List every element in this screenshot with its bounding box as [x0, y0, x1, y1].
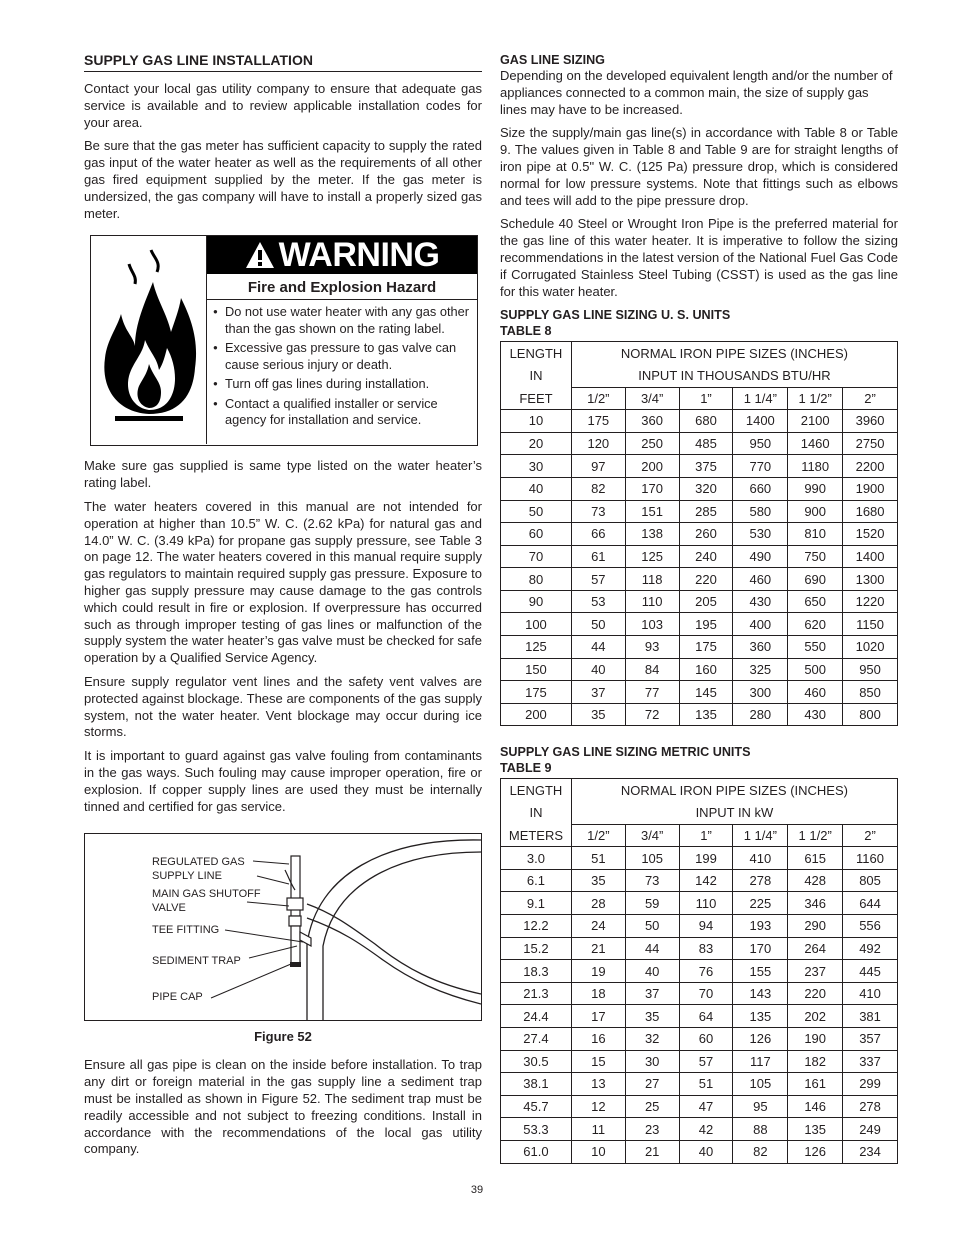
table-header-cell: 1”: [679, 387, 733, 410]
table-cell: 16: [571, 1027, 625, 1050]
table-cell: 249: [843, 1118, 898, 1141]
table-cell: 83: [679, 937, 733, 960]
table-cell: 580: [733, 500, 788, 523]
table-cell: 360: [625, 410, 679, 433]
table-cell: 250: [625, 432, 679, 455]
alert-triangle-icon: [245, 241, 275, 269]
table-cell: 73: [571, 500, 625, 523]
table-cell: 182: [788, 1050, 843, 1073]
table-cell: 40: [625, 960, 679, 983]
table-cell: 190: [788, 1027, 843, 1050]
table-cell: 61: [571, 545, 625, 568]
table-cell: 23: [625, 1118, 679, 1141]
table-cell: 21.3: [501, 982, 572, 1005]
table-row: [501, 915, 898, 938]
table-cell: 492: [843, 937, 898, 960]
table-cell: 240: [679, 545, 733, 568]
table-cell: 40: [571, 658, 625, 681]
table-cell: 97: [571, 455, 625, 478]
table-cell: 360: [733, 636, 788, 659]
table-8-title: SUPPLY GAS LINE SIZING U. S. UNITS: [500, 308, 731, 323]
right-column: [500, 52, 898, 1182]
table-cell: 2200: [843, 455, 898, 478]
table-cell: 25: [625, 1095, 679, 1118]
table-cell: 170: [733, 937, 788, 960]
table-row: [501, 869, 898, 892]
table-cell: 88: [733, 1118, 788, 1141]
table-cell: 30: [501, 455, 572, 478]
warning-title: Fire and Explosion Hazard: [207, 276, 477, 300]
table-cell: 237: [788, 960, 843, 983]
table-header-cell: METERS: [501, 824, 572, 847]
table-cell: 770: [733, 455, 788, 478]
table-cell: 195: [679, 613, 733, 636]
table-cell: 990: [788, 477, 843, 500]
table-row: [501, 937, 898, 960]
table-cell: 35: [571, 703, 625, 726]
table-cell: 1520: [843, 523, 898, 546]
table-cell: 320: [679, 477, 733, 500]
table-cell: 15.2: [501, 937, 572, 960]
warning-item: ● Do not use water heater with any gas other than the gas shown on the rating label.: [213, 304, 471, 337]
table-cell: 161: [788, 1073, 843, 1096]
table-row: [501, 545, 898, 568]
table-cell: 40: [679, 1140, 733, 1163]
label-pipe-cap: PIPE CAP: [152, 991, 203, 1004]
table-header-cell: INPUT IN kW: [571, 802, 897, 825]
table-cell: 850: [843, 681, 898, 704]
table-cell: 24: [571, 915, 625, 938]
table-row: [501, 1118, 898, 1141]
paragraph: Make sure gas supplied is same type listed on the water heater’s rating label.: [84, 458, 482, 491]
table-row: [501, 523, 898, 546]
paragraph: Ensure all gas pipe is clean on the inside before installation. To trap any dirt or foreign material in the gas supply line a sediment trap must be installed as shown in Figure 52. The sediment trap must be readily accessible and not subject to freezing conditions. Install in accordance with the recommendations of the local gas utility company.: [84, 1057, 482, 1157]
table-cell: 410: [733, 847, 788, 870]
table-cell: 44: [625, 937, 679, 960]
table-cell: 1900: [843, 477, 898, 500]
table-cell: 264: [788, 937, 843, 960]
table-cell: 660: [733, 477, 788, 500]
table-cell: 18.3: [501, 960, 572, 983]
warning-list: [213, 304, 471, 432]
paragraph: Ensure supply regulator vent lines and the safety vent valves are protected against blockage. These are components of the gas supply system, not the water heater. Vent blockage may occur during ice storms.: [84, 673, 482, 740]
label-main-gas-shutoff-valve: MAIN GAS SHUTOFF VALVE: [152, 888, 261, 915]
table-header-cell: IN: [501, 802, 572, 825]
table-cell: 620: [788, 613, 843, 636]
table-cell: 299: [843, 1073, 898, 1096]
figure-52-diagram: [84, 833, 482, 1021]
table-header-cell: 1/2”: [571, 824, 625, 847]
table-header-cell: 1 1/2”: [788, 387, 843, 410]
table-cell: 126: [788, 1140, 843, 1163]
table-cell: 53: [571, 590, 625, 613]
table-cell: 10: [501, 410, 572, 433]
table-cell: 30: [625, 1050, 679, 1073]
table-header-cell: NORMAL IRON PIPE SIZES (INCHES): [571, 342, 897, 365]
table-cell: 20: [501, 432, 572, 455]
table-cell: 94: [679, 915, 733, 938]
table-header-cell: NORMAL IRON PIPE SIZES (INCHES): [571, 779, 897, 802]
table-cell: 260: [679, 523, 733, 546]
table-row: [501, 681, 898, 704]
table-cell: 50: [571, 613, 625, 636]
table-cell: 12.2: [501, 915, 572, 938]
table-cell: 690: [788, 568, 843, 591]
table-cell: 42: [679, 1118, 733, 1141]
table-cell: 346: [788, 892, 843, 915]
table-cell: 205: [679, 590, 733, 613]
table-row: [501, 477, 898, 500]
table-cell: 6.1: [501, 869, 572, 892]
warning-box: [90, 235, 478, 446]
table-cell: 70: [679, 982, 733, 1005]
table-cell: 135: [733, 1005, 788, 1028]
table-cell: 155: [733, 960, 788, 983]
table-cell: 10: [571, 1140, 625, 1163]
table-cell: 72: [625, 703, 679, 726]
table-row: [501, 982, 898, 1005]
table-header-cell: 1/2”: [571, 387, 625, 410]
table-cell: 51: [571, 847, 625, 870]
table-row: [501, 500, 898, 523]
table-cell: 1300: [843, 568, 898, 591]
table-cell: 82: [571, 477, 625, 500]
table-cell: 60: [679, 1027, 733, 1050]
table-cell: 200: [625, 455, 679, 478]
paragraph: Be sure that the gas meter has sufficient capacity to supply the rated gas input of the water heater as well as the requirements of all other gas fired equipment supplied by the meter. If the gas meter is undersized, the gas company will have to install a properly sized gas meter.: [84, 138, 482, 221]
table-cell: 80: [501, 568, 572, 591]
warning-item: ● Turn off gas lines during installation.: [213, 376, 471, 393]
table-cell: 430: [788, 703, 843, 726]
table-header-cell: FEET: [501, 387, 572, 410]
warning-banner-text: WARNING: [278, 235, 440, 274]
table-cell: 1150: [843, 613, 898, 636]
table-cell: 21: [625, 1140, 679, 1163]
table-cell: 35: [571, 869, 625, 892]
table-cell: 38.1: [501, 1073, 572, 1096]
table-cell: 45.7: [501, 1095, 572, 1118]
table-cell: 202: [788, 1005, 843, 1028]
table-9-number: TABLE 9: [500, 761, 552, 776]
table-cell: 35: [625, 1005, 679, 1028]
fire-hazard-icon: [91, 236, 207, 444]
table-cell: 680: [679, 410, 733, 433]
table-row: [501, 1027, 898, 1050]
table-row: [501, 1140, 898, 1163]
table-cell: 47: [679, 1095, 733, 1118]
figure-caption: Figure 52: [254, 1029, 312, 1045]
paragraph: Size the supply/main gas line(s) in accordance with Table 8 or Table 9. The values given in Table 8 and Table 9 are for straight lengths of iron pipe at 0.5" W. C. (125 Pa) pressure drop, which is considered normal for low pressure systems. Note that fittings such as elbows and tees will add to the pipe pressure drop.: [500, 125, 898, 208]
table-cell: 175: [571, 410, 625, 433]
table-cell: 135: [679, 703, 733, 726]
table-row: [501, 703, 898, 726]
table-cell: 18: [571, 982, 625, 1005]
table-cell: 175: [679, 636, 733, 659]
table-cell: 57: [679, 1050, 733, 1073]
table-cell: 950: [843, 658, 898, 681]
table-header-cell: IN: [501, 364, 572, 387]
table-cell: 50: [501, 500, 572, 523]
table-cell: 21: [571, 937, 625, 960]
table-cell: 76: [679, 960, 733, 983]
table-cell: 3960: [843, 410, 898, 433]
warning-item: ● Contact a qualified installer or service agency for installation and service.: [213, 396, 471, 429]
table-cell: 199: [679, 847, 733, 870]
table-cell: 225: [733, 892, 788, 915]
table-cell: 66: [571, 523, 625, 546]
table-row: [501, 658, 898, 681]
table-cell: 17: [571, 1005, 625, 1028]
section-heading-gas-line-sizing: GAS LINE SIZING: [500, 53, 605, 67]
table-cell: 1400: [843, 545, 898, 568]
table-row: [501, 590, 898, 613]
table-cell: 460: [788, 681, 843, 704]
table-row: [501, 1050, 898, 1073]
table-cell: 12: [571, 1095, 625, 1118]
table-cell: 70: [501, 545, 572, 568]
table-cell: 280: [733, 703, 788, 726]
table-cell: 77: [625, 681, 679, 704]
label-sediment-trap: SEDIMENT TRAP: [152, 955, 241, 968]
table-cell: 175: [501, 681, 572, 704]
table-cell: 103: [625, 613, 679, 636]
table-row: [501, 636, 898, 659]
table-cell: 290: [788, 915, 843, 938]
table-cell: 1460: [788, 432, 843, 455]
warning-banner: [207, 236, 477, 274]
table-cell: 337: [843, 1050, 898, 1073]
table-cell: 1180: [788, 455, 843, 478]
table-cell: 160: [679, 658, 733, 681]
paragraph: Contact your local gas utility company to ensure that adequate gas service is available and to review applicable installation codes for your area.: [84, 81, 482, 130]
table-row: [501, 410, 898, 433]
table-cell: 60: [501, 523, 572, 546]
table-cell: 120: [571, 432, 625, 455]
table-cell: 100: [501, 613, 572, 636]
table-header-cell: 3/4”: [625, 387, 679, 410]
table-header-cell: LENGTH: [501, 779, 572, 802]
table-cell: 550: [788, 636, 843, 659]
table-cell: 126: [733, 1027, 788, 1050]
table-9-title: SUPPLY GAS LINE SIZING METRIC UNITS: [500, 745, 751, 760]
table-cell: 1160: [843, 847, 898, 870]
table-header-cell: 1 1/4”: [733, 387, 788, 410]
section-heading-supply-gas: SUPPLY GAS LINE INSTALLATION: [84, 52, 482, 72]
paragraph: The water heaters covered in this manual are not intended for operation at higher than 10.5” W. C. (2.62 kPa) for natural gas and 14.0” W. C. (3.49 kPa) for propane gas supply pressure, see Table 3 on page 12. The water heaters covered in this manual require supply gas regulators to maintain required supply gas pressure. Exposure to higher gas supply pressure may cause damage to the gas controls which could result in fire or explosion. If overpressure has occurred such as through improper testing of gas lines or malfunction of the supply system the water heater’s gas valve must be checked for safe operation by a Qualified Service Agency.: [84, 498, 482, 666]
table-cell: 220: [679, 568, 733, 591]
table-cell: 32: [625, 1027, 679, 1050]
table-cell: 278: [733, 869, 788, 892]
table-cell: 200: [501, 703, 572, 726]
table-cell: 146: [788, 1095, 843, 1118]
table-cell: 410: [843, 982, 898, 1005]
table-cell: 125: [501, 636, 572, 659]
table-cell: 1220: [843, 590, 898, 613]
table-row: [501, 613, 898, 636]
table-cell: 428: [788, 869, 843, 892]
table-cell: 1400: [733, 410, 788, 433]
table-row: [501, 847, 898, 870]
table-cell: 84: [625, 658, 679, 681]
table-cell: 51: [679, 1073, 733, 1096]
table-cell: 110: [625, 590, 679, 613]
table-cell: 530: [733, 523, 788, 546]
table-cell: 40: [501, 477, 572, 500]
table-cell: 27: [625, 1073, 679, 1096]
table-cell: 750: [788, 545, 843, 568]
label-regulated-gas-supply-line: REGULATED GAS SUPPLY LINE: [152, 856, 245, 883]
table-cell: 19: [571, 960, 625, 983]
table-cell: 143: [733, 982, 788, 1005]
table-cell: 135: [788, 1118, 843, 1141]
table-cell: 150: [501, 658, 572, 681]
table-cell: 30.5: [501, 1050, 572, 1073]
table-cell: 13: [571, 1073, 625, 1096]
table-cell: 110: [679, 892, 733, 915]
table-cell: 357: [843, 1027, 898, 1050]
table-cell: 805: [843, 869, 898, 892]
table-cell: 400: [733, 613, 788, 636]
table-cell: 11: [571, 1118, 625, 1141]
table-cell: 650: [788, 590, 843, 613]
table-header-cell: INPUT IN THOUSANDS BTU/HR: [571, 364, 897, 387]
table-cell: 500: [788, 658, 843, 681]
table-cell: 445: [843, 960, 898, 983]
table-cell: 460: [733, 568, 788, 591]
table-cell: 37: [625, 982, 679, 1005]
table-cell: 145: [679, 681, 733, 704]
table-cell: 90: [501, 590, 572, 613]
table-header-cell: 1”: [679, 824, 733, 847]
table-cell: 285: [679, 500, 733, 523]
table-cell: 37: [571, 681, 625, 704]
table-cell: 220: [788, 982, 843, 1005]
table-9: [500, 778, 898, 1163]
table-cell: 800: [843, 703, 898, 726]
table-cell: 57: [571, 568, 625, 591]
table-cell: 485: [679, 432, 733, 455]
table-cell: 105: [625, 847, 679, 870]
table-cell: 118: [625, 568, 679, 591]
table-cell: 615: [788, 847, 843, 870]
table-cell: 375: [679, 455, 733, 478]
table-cell: 556: [843, 915, 898, 938]
table-header-cell: 2”: [843, 824, 898, 847]
table-cell: 900: [788, 500, 843, 523]
table-cell: 93: [625, 636, 679, 659]
table-cell: 325: [733, 658, 788, 681]
table-cell: 61.0: [501, 1140, 572, 1163]
table-header-cell: 2”: [843, 387, 898, 410]
table-cell: 105: [733, 1073, 788, 1096]
table-row: [501, 568, 898, 591]
table-cell: 59: [625, 892, 679, 915]
table-cell: 15: [571, 1050, 625, 1073]
table-cell: 27.4: [501, 1027, 572, 1050]
table-row: [501, 1005, 898, 1028]
table-header-cell: 1 1/2”: [788, 824, 843, 847]
table-8: [500, 341, 898, 726]
table-cell: 28: [571, 892, 625, 915]
table-cell: 125: [625, 545, 679, 568]
table-cell: 151: [625, 500, 679, 523]
left-column: [84, 52, 482, 1165]
paragraph: Schedule 40 Steel or Wrought Iron Pipe is the preferred material for the gas line of this water heater. It is imperative to follow the sizing recommendations in the latest version of the National Fuel Gas Code if Corrugated Stainless Steel Tubing (CSST) is used as the gas line for this water heater.: [500, 216, 898, 299]
table-cell: 138: [625, 523, 679, 546]
table-cell: 1020: [843, 636, 898, 659]
table-cell: 9.1: [501, 892, 572, 915]
table-row: [501, 960, 898, 983]
table-cell: 73: [625, 869, 679, 892]
table-cell: 53.3: [501, 1118, 572, 1141]
table-cell: 95: [733, 1095, 788, 1118]
paragraph: It is important to guard against gas valve fouling from contaminants in the gas ways. Such fouling may cause improper operation, fire or explosion. If copper supply lines are used they must be internally tinned and certified for gas service.: [84, 748, 482, 814]
table-cell: 3.0: [501, 847, 572, 870]
table-cell: 193: [733, 915, 788, 938]
table-cell: 950: [733, 432, 788, 455]
table-cell: 142: [679, 869, 733, 892]
table-cell: 82: [733, 1140, 788, 1163]
table-cell: 2750: [843, 432, 898, 455]
table-cell: 381: [843, 1005, 898, 1028]
table-row: [501, 1073, 898, 1096]
table-header-cell: LENGTH: [501, 342, 572, 365]
table-cell: 2100: [788, 410, 843, 433]
table-cell: 50: [625, 915, 679, 938]
table-row: [501, 1095, 898, 1118]
table-cell: 234: [843, 1140, 898, 1163]
table-cell: 490: [733, 545, 788, 568]
table-row: [501, 892, 898, 915]
table-cell: 810: [788, 523, 843, 546]
table-cell: 44: [571, 636, 625, 659]
table-cell: 300: [733, 681, 788, 704]
table-row: [501, 455, 898, 478]
table-cell: 644: [843, 892, 898, 915]
table-8-number: TABLE 8: [500, 324, 552, 339]
table-cell: 117: [733, 1050, 788, 1073]
table-cell: 278: [843, 1095, 898, 1118]
label-tee-fitting: TEE FITTING: [152, 924, 220, 937]
table-cell: 430: [733, 590, 788, 613]
table-cell: 1680: [843, 500, 898, 523]
warning-item: ● Excessive gas pressure to gas valve can cause serious injury or death.: [213, 340, 471, 373]
table-header-cell: 1 1/4”: [733, 824, 788, 847]
table-cell: 64: [679, 1005, 733, 1028]
page-number: 39: [470, 1184, 484, 1196]
table-row: [501, 432, 898, 455]
table-header-cell: 3/4”: [625, 824, 679, 847]
paragraph: Depending on the developed equivalent length and/or the number of appliances connected to a common main, the size of supply gas lines may have to be increased.: [500, 68, 893, 117]
table-cell: 170: [625, 477, 679, 500]
table-cell: 24.4: [501, 1005, 572, 1028]
